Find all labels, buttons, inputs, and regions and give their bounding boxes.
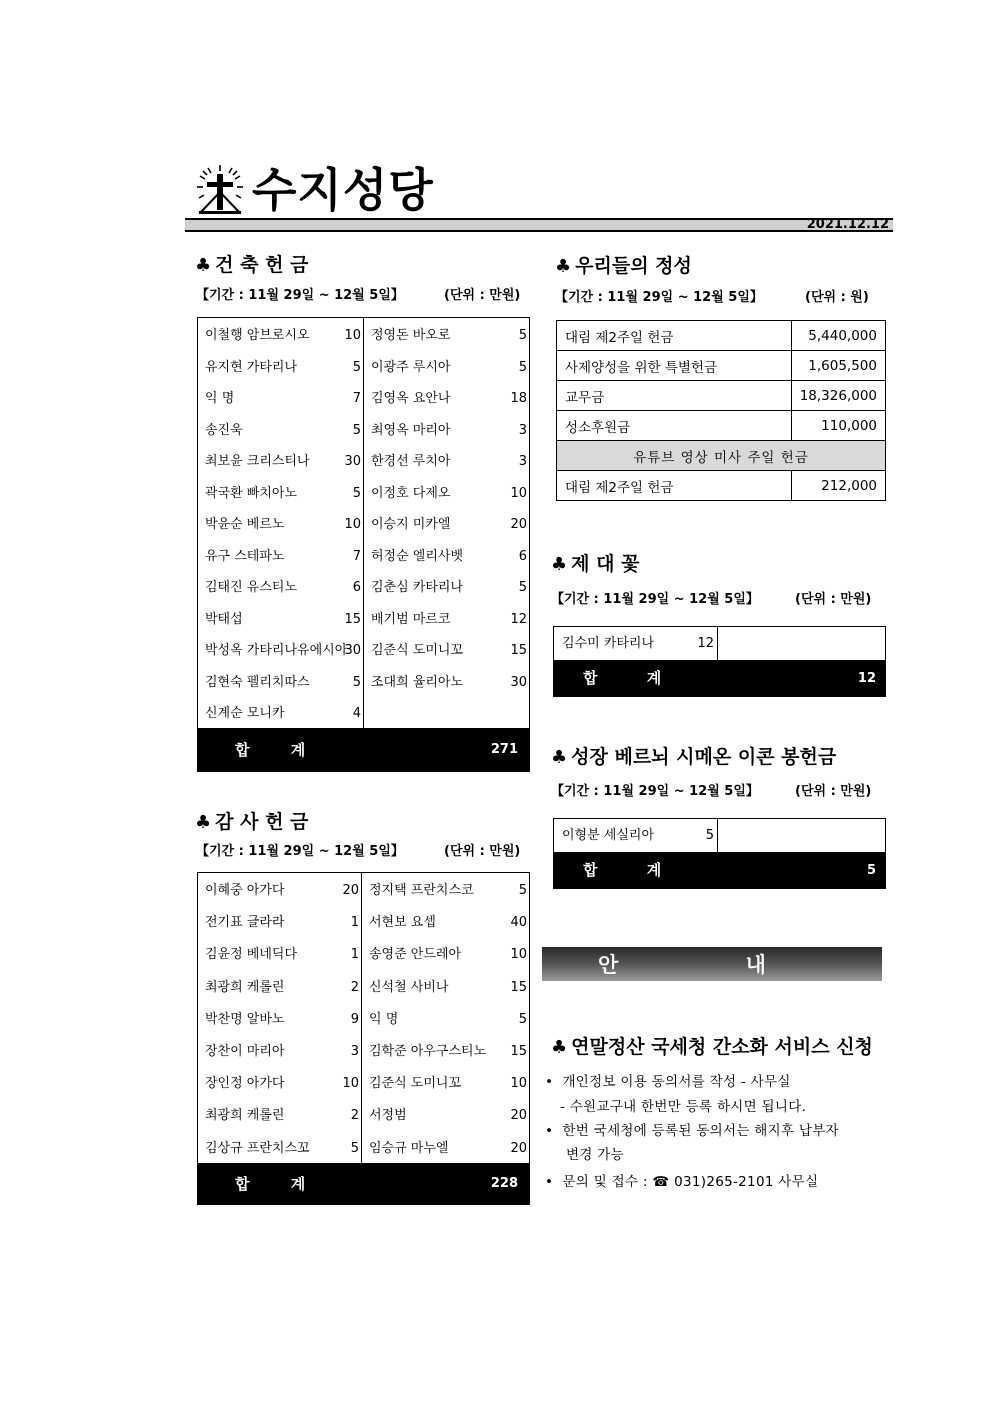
donor-name: 송영준 안드레아 [369, 947, 462, 963]
donor-name: 이형분 세실리아 [562, 828, 655, 843]
notice-sub-1: - 수원교구내 한번만 등록 하시면 됩니다. [560, 1099, 807, 1115]
donor-name: 최영옥 마리아 [371, 422, 451, 438]
donor-name: 김윤정 베네딕다 [205, 947, 298, 963]
icon-fund-unit: (단위 : 만원) [795, 784, 872, 799]
bullet-text: 한번 국세청에 등록된 동의서는 해지후 납부자 [562, 1123, 839, 1139]
header-rule [185, 218, 893, 232]
donor-row [198, 543, 363, 575]
donor-name: 곽국환 빠치아노 [205, 485, 298, 501]
donor-name: 박찬명 알바노 [205, 1011, 285, 1027]
donor-name: 최광희 케롤린 [205, 1108, 285, 1124]
club-icon: ♣ [551, 1037, 568, 1058]
notice-bullet-3 [545, 1172, 818, 1192]
donor-name: 김춘심 카타리나 [371, 580, 464, 595]
club-icon: ♣ [555, 256, 572, 277]
donor-row [198, 322, 363, 354]
total-value: 12 [857, 671, 876, 686]
donor-name: 익 명 [205, 391, 235, 406]
thanks-unit: (단위 : 만원) [444, 844, 521, 859]
offering-row [557, 321, 886, 351]
club-icon: ♣ [551, 554, 568, 575]
donor-name: 정지택 프란치스코 [369, 883, 474, 898]
divider [717, 819, 718, 852]
donor-row [198, 909, 361, 941]
donor-amount: 30 [510, 674, 527, 690]
donor-row [198, 974, 361, 1006]
donor-amount: 15 [344, 611, 361, 627]
donor-amount: 1 [350, 947, 359, 963]
total-value: 5 [866, 863, 876, 878]
bullet-dot: • [545, 1123, 563, 1139]
donor-row [198, 941, 361, 973]
building-unit: (단위 : 만원) [444, 288, 521, 303]
donor-amount: 5 [350, 1140, 359, 1156]
donor-amount: 5 [352, 485, 361, 501]
donor-amount: 2 [350, 1108, 359, 1124]
donor-row [364, 385, 529, 417]
thanks-fund-table [197, 872, 530, 1205]
donor-amount: 10 [342, 1076, 359, 1092]
donor-row [362, 877, 529, 909]
church-name: 수지성당 [252, 163, 434, 217]
donor-amount: 30 [344, 454, 361, 469]
offering-label: 사제양성을 위한 특별헌금 [557, 351, 792, 381]
donor-name: 조대희 율리아노 [371, 674, 464, 690]
donor-row [198, 385, 363, 417]
total-row [197, 1163, 530, 1205]
club-icon: ♣ [551, 747, 568, 768]
donor-amount: 20 [510, 1108, 527, 1124]
offering-table [556, 320, 886, 501]
donor-name: 김수미 카타리나 [562, 636, 655, 651]
donor-amount: 5 [352, 359, 361, 375]
donor-amount: 6 [352, 580, 361, 595]
donor-row [198, 480, 363, 512]
donor-row [198, 1102, 361, 1134]
donor-amount: 5 [518, 328, 527, 343]
donor-amount: 4 [352, 706, 361, 721]
donor-name: 김준식 도미니꼬 [369, 1076, 462, 1092]
donor-amount: 9 [350, 1011, 359, 1027]
donor-name: 임승규 마누엘 [369, 1140, 449, 1156]
donor-row [364, 480, 529, 512]
donor-amount: 12 [510, 611, 527, 627]
altar-total-row [553, 660, 886, 697]
donor-amount: 3 [350, 1044, 359, 1059]
icon-fund-total-row [553, 852, 886, 889]
donor-amount: 40 [510, 915, 527, 931]
donor-name: 김상규 프란치스꼬 [205, 1140, 310, 1156]
donor-name: 신계순 모니카 [205, 706, 285, 721]
total-value: 271 [490, 741, 518, 757]
donor-row [362, 1102, 529, 1134]
club-icon: ♣ [195, 255, 212, 276]
donor-name: 한경선 루치아 [371, 454, 451, 469]
offering-unit: (단위 : 원) [805, 290, 869, 305]
donor-row [362, 974, 529, 1006]
icon-fund-row [554, 819, 885, 852]
donor-name: 전기표 글라라 [205, 915, 285, 931]
donor-amount: 18 [510, 391, 527, 406]
donor-row [198, 1006, 361, 1038]
donor-amount: 20 [342, 883, 359, 898]
donor-amount: 2 [350, 979, 359, 995]
donor-row [198, 574, 363, 606]
donor-name: 김학준 아우구스티노 [369, 1044, 487, 1059]
thanks-fund-title: ♣ 감 사 헌 금 [195, 811, 309, 833]
phone-icon: ☎ [652, 1174, 670, 1190]
offering-row [557, 411, 886, 441]
donor-name: 이정호 다제오 [371, 485, 451, 501]
youtube-header-row [557, 441, 886, 471]
icon-fund-title: ♣ 성장 베르뇌 시메온 이콘 봉헌금 [551, 746, 837, 768]
offering-amount: 1,605,500 [791, 351, 885, 381]
bullet-dot: • [545, 1074, 563, 1090]
donor-row [362, 1006, 529, 1038]
donor-name: 배기범 마르코 [371, 611, 451, 627]
donor-name: 유지현 가타리나 [205, 359, 298, 375]
donor-amount: 10 [510, 485, 527, 501]
donor-name: 김태진 유스티노 [205, 580, 298, 595]
donor-row [198, 511, 363, 543]
donor-amount: 10 [344, 517, 361, 532]
donor-amount: 5 [518, 883, 527, 898]
donor-name: 정영돈 바오로 [371, 328, 451, 343]
offering-title: ♣ 우리들의 정성 [555, 255, 692, 277]
donor-name: 최광희 케롤린 [205, 979, 285, 995]
offering-row [557, 471, 886, 501]
donor-name: 박성옥 가타리나유에시아 [205, 643, 348, 658]
total-label: 합 계 [235, 740, 324, 759]
total-row [197, 728, 530, 772]
donor-amount: 15 [510, 1044, 527, 1059]
youtube-header: 유튜브 영상 미사 주일 헌금 [557, 441, 886, 471]
donor-amount: 5 [352, 422, 361, 438]
column-divider [363, 318, 364, 728]
notice-bar: 안 내 [542, 947, 882, 981]
donor-amount: 20 [510, 1140, 527, 1156]
offering-amount: 18,326,000 [791, 381, 885, 411]
altar-row [554, 627, 885, 660]
donor-amount: 5 [705, 828, 714, 843]
offering-row [557, 351, 886, 381]
thanks-period: 【기간 : 11월 29일 ~ 12월 5일】 [196, 844, 404, 859]
donor-row [198, 606, 363, 638]
donor-name: 장찬이 마리아 [205, 1044, 285, 1059]
donor-amount: 30 [344, 643, 361, 658]
donor-amount: 15 [510, 979, 527, 995]
total-label: 합 계 [583, 669, 684, 687]
donor-name: 김영옥 요안나 [371, 391, 451, 406]
donor-row [364, 574, 529, 606]
notice-bullet-2-cont: 변경 가능 [566, 1147, 624, 1163]
altar-flowers-title: ♣ 제 대 꽃 [551, 553, 640, 575]
bullet-text: 개인정보 이용 동의서를 작성 - 사무실 [562, 1074, 791, 1090]
offering-period: 【기간 : 11월 29일 ~ 12월 5일】 [555, 290, 763, 305]
donor-name: 김현숙 펠리치따스 [205, 674, 310, 690]
donor-row [364, 637, 529, 669]
offering-amount: 5,440,000 [791, 321, 885, 351]
notice-title: ♣ 연말정산 국세청 간소화 서비스 신청 [551, 1036, 873, 1058]
church-logo-icon [195, 162, 245, 216]
donor-row [198, 417, 363, 449]
bullet-dot: • [545, 1174, 563, 1190]
total-label: 합 계 [583, 861, 684, 879]
donor-amount: 5 [352, 674, 361, 690]
donor-row [198, 354, 363, 386]
notice-bullet-1 [545, 1072, 791, 1092]
donor-row [364, 322, 529, 354]
donor-amount: 20 [510, 517, 527, 532]
donor-amount: 3 [518, 422, 527, 438]
altar-period: 【기간 : 11월 29일 ~ 12월 5일】 [551, 592, 759, 607]
phone-text: 031)265-2101 사무실 [669, 1174, 819, 1190]
donor-name: 허정순 엘리사벳 [371, 548, 464, 564]
donor-amount: 10 [510, 947, 527, 963]
donor-name: 유구 스테파노 [205, 548, 285, 564]
offering-amount: 212,000 [791, 471, 885, 501]
icon-fund-box [553, 818, 886, 888]
donor-row [362, 1070, 529, 1102]
donor-row [364, 448, 529, 480]
donor-amount: 5 [518, 1011, 527, 1027]
donor-amount: 15 [510, 643, 527, 658]
donor-name: 최보윤 크리스티나 [205, 454, 310, 469]
bulletin-date: 2021.12.12 [806, 217, 889, 232]
donor-name: 장인정 아가다 [205, 1076, 285, 1092]
donor-amount: 6 [518, 548, 527, 564]
donor-row [198, 877, 361, 909]
donor-row [362, 941, 529, 973]
altar-flowers-box [553, 626, 886, 696]
donor-amount: 12 [697, 636, 714, 651]
donor-name: 송진욱 [205, 422, 243, 438]
column-divider [361, 873, 362, 1163]
donor-amount: 5 [518, 359, 527, 375]
donor-row [362, 1038, 529, 1070]
offering-label: 성소후원금 [557, 411, 792, 441]
donor-row [364, 669, 529, 701]
notice-bullet-2 [545, 1121, 839, 1141]
offering-label: 대림 제2주일 헌금 [557, 471, 792, 501]
donor-name: 박태섭 [205, 611, 243, 627]
icon-fund-period: 【기간 : 11월 29일 ~ 12월 5일】 [551, 784, 759, 799]
donor-row [198, 669, 363, 701]
donor-amount: 7 [352, 391, 361, 406]
donor-row [364, 543, 529, 575]
altar-unit: (단위 : 만원) [795, 592, 872, 607]
donor-amount: 10 [344, 328, 361, 343]
donor-row [198, 1070, 361, 1102]
building-fund-title: ♣ 건 축 헌 금 [195, 254, 309, 276]
donor-row [364, 511, 529, 543]
donor-row [362, 909, 529, 941]
donor-amount: 3 [518, 454, 527, 469]
donor-name: 박윤순 베르노 [205, 517, 285, 532]
building-fund-table [197, 317, 530, 771]
divider [717, 627, 718, 660]
offering-label: 대림 제2주일 헌금 [557, 321, 792, 351]
donor-name: 이철행 암브로시오 [205, 328, 310, 343]
donor-row [198, 448, 363, 480]
donor-name: 신석철 사비나 [369, 979, 449, 995]
total-value: 228 [490, 1175, 518, 1191]
donor-name: 서현보 요셉 [369, 915, 436, 931]
club-icon: ♣ [195, 812, 212, 833]
donor-amount: 7 [352, 548, 361, 564]
offering-amount: 110,000 [791, 411, 885, 441]
donor-row [198, 637, 363, 669]
donor-row [364, 417, 529, 449]
offering-row [557, 381, 886, 411]
donor-amount: 1 [350, 915, 359, 931]
donor-name: 이광주 루시아 [371, 359, 451, 375]
donor-name: 이승지 미카엘 [371, 517, 451, 532]
donor-row [364, 606, 529, 638]
donor-name: 익 명 [369, 1011, 399, 1027]
offering-label: 교무금 [557, 381, 792, 411]
donor-row [198, 1038, 361, 1070]
total-label: 합 계 [235, 1174, 324, 1193]
bullet-text: 문의 및 접수 : [562, 1174, 653, 1190]
donor-name: 이혜중 아가다 [205, 883, 285, 898]
donor-amount: 10 [510, 1076, 527, 1092]
donor-amount: 5 [518, 580, 527, 595]
building-period: 【기간 : 11월 29일 ~ 12월 5일】 [196, 288, 404, 303]
donor-name: 김준식 도미니꼬 [371, 643, 464, 658]
donor-name: 서정범 [369, 1108, 407, 1124]
donor-row [364, 354, 529, 386]
